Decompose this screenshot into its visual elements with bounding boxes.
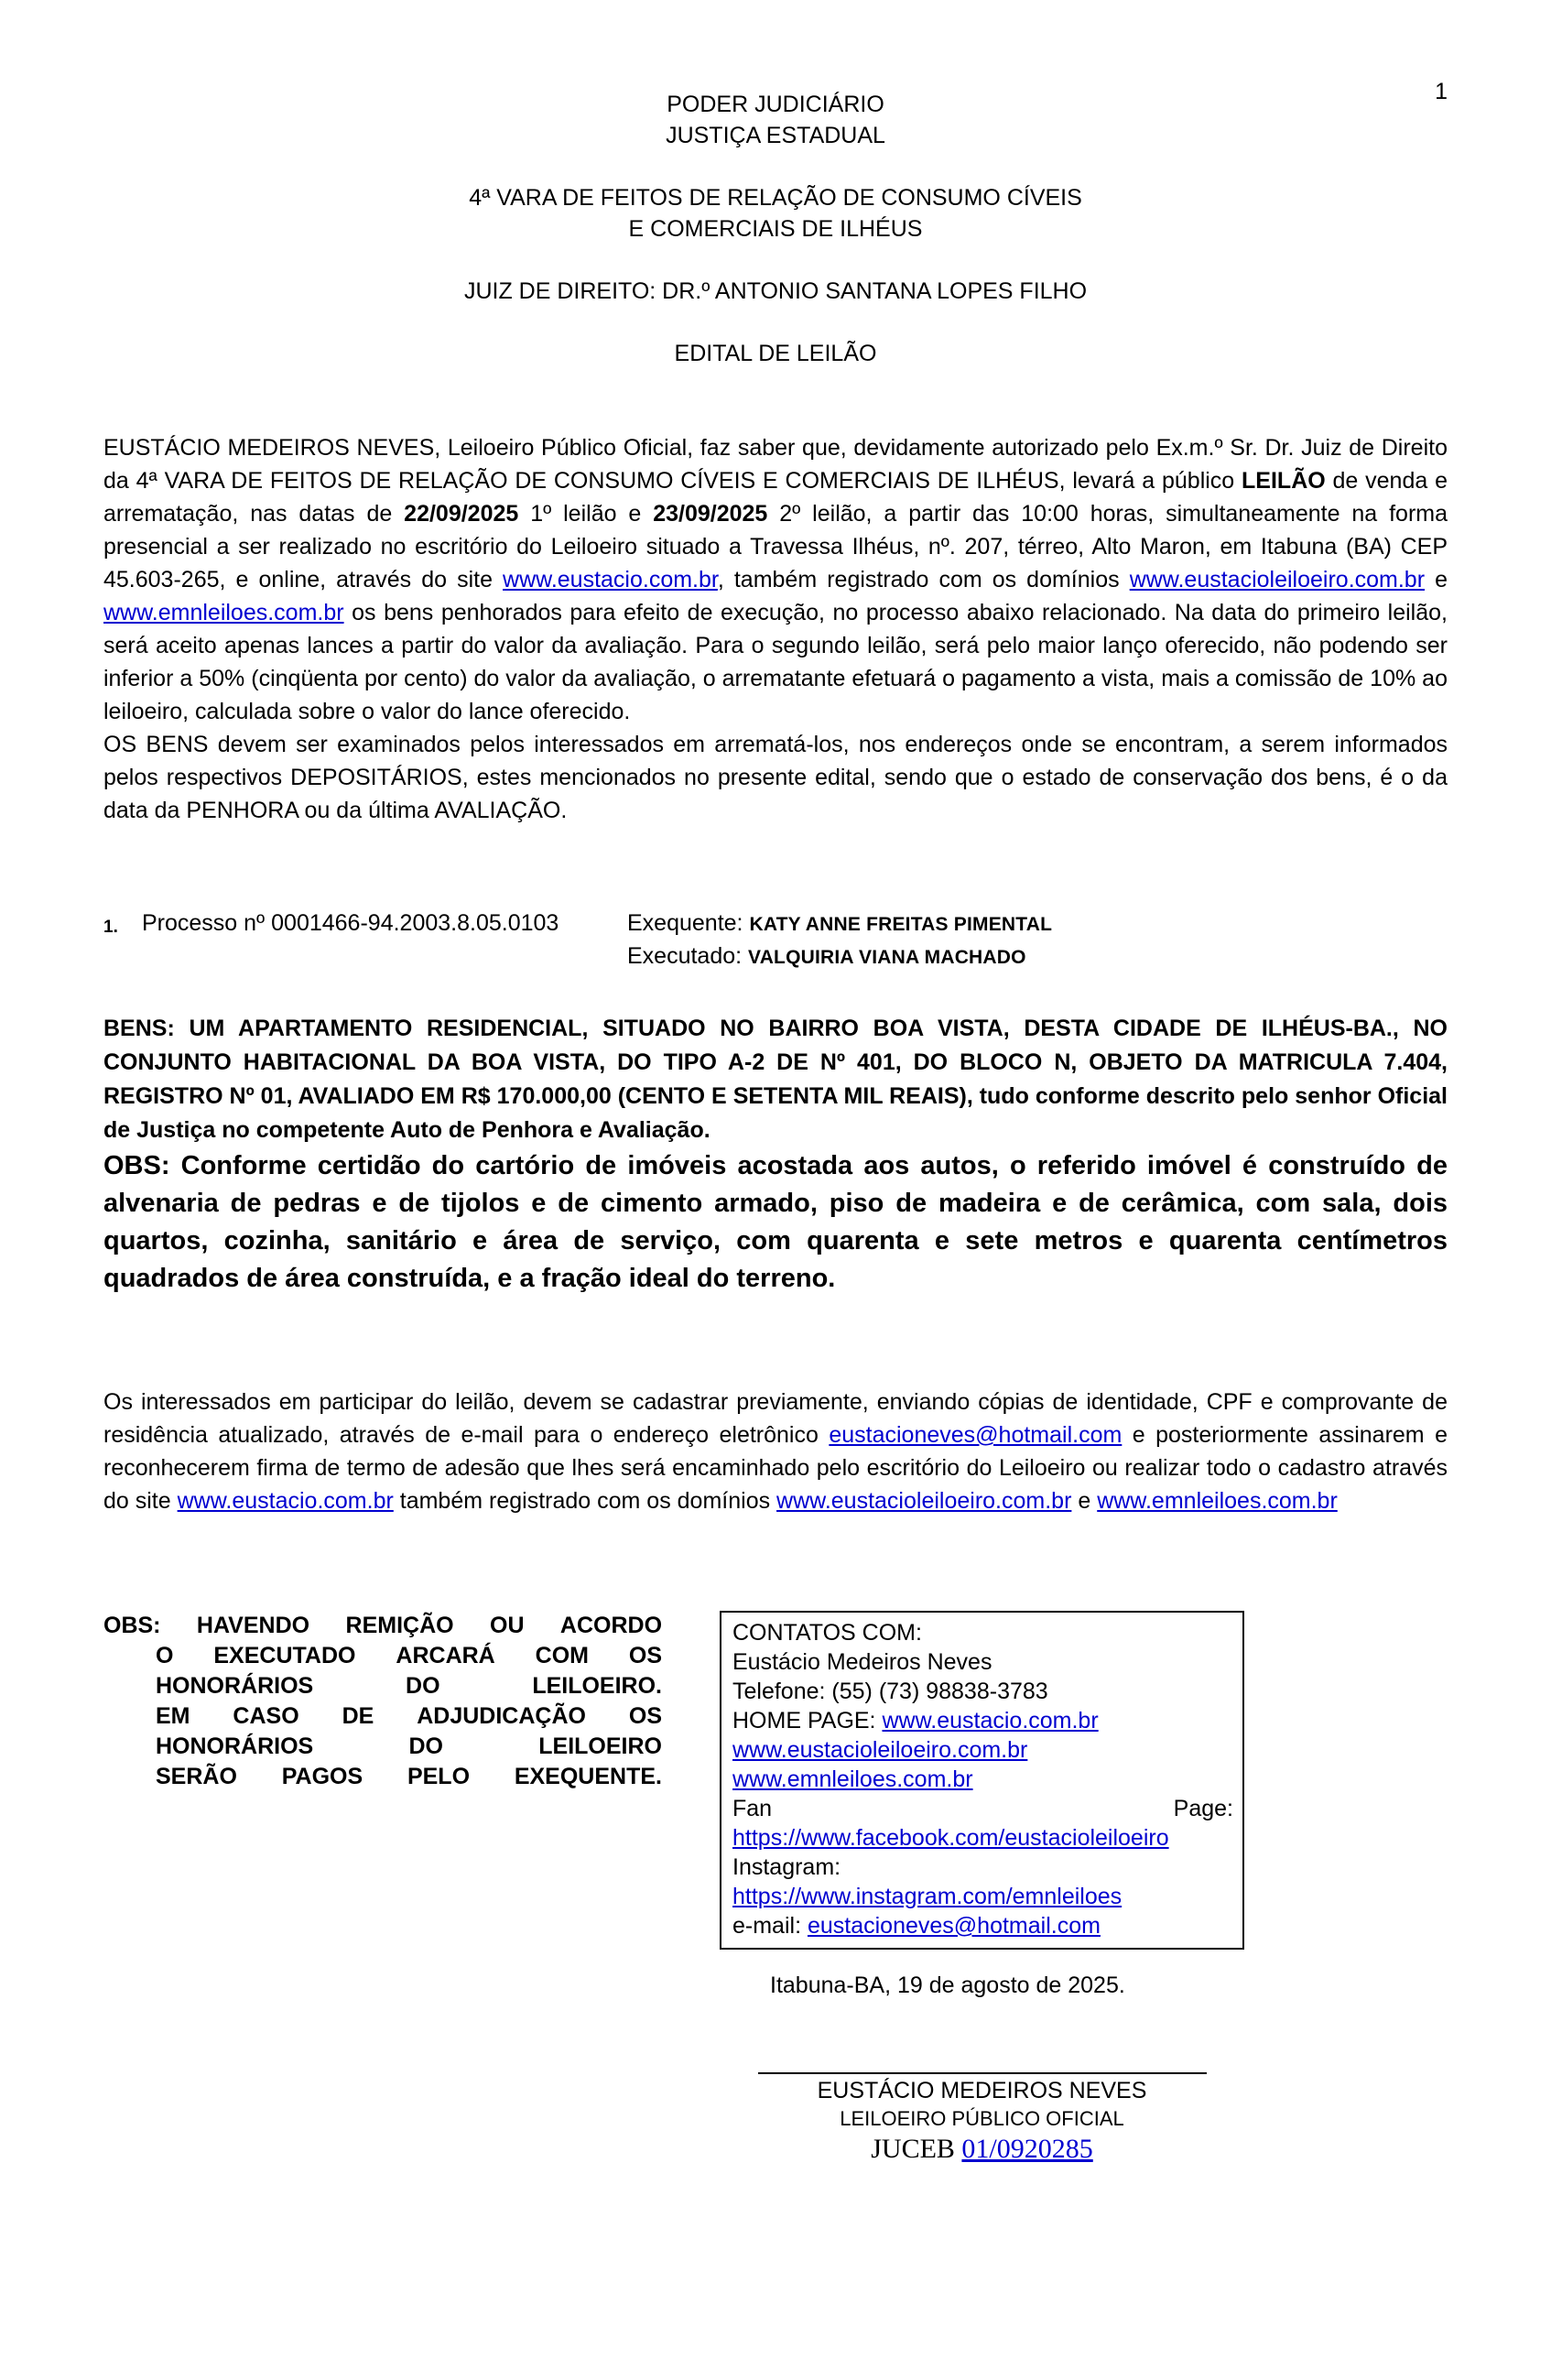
registration-text-1: Os interessados em participar do leilão, devem se cadastrar previamente, enviando cópias de identidade, CPF e comprovante de residência atualizado, através de e-mail para o endereço eletrônico (103, 1389, 1448, 1448)
obs-l4b: CASO (233, 1703, 299, 1729)
contacts-box (720, 1611, 1244, 1950)
leilao-word: LEILÃO (1242, 468, 1326, 494)
registration-text-2: e posteriormente assinarem e reconhecerem firma de termo de adesão que lhes será encaminhado pelo escritório do Leiloeiro ou realizar todo o cadastro através do site (103, 1422, 1448, 1514)
exequente-label: Exequente: (627, 910, 743, 936)
obs-l6b: PAGOS (281, 1764, 363, 1789)
executado-name: VALQUIRIA VIANA MACHADO (748, 947, 1026, 968)
link-contacts-eustacioleiloeiro[interactable]: www.eustacioleiloeiro.com.br (732, 1737, 1028, 1763)
obs-line-4 (103, 1701, 662, 1732)
intro-text-7: os bens penhorados para efeito de execução, no processo abaixo relacionado. Na data do primeiro leilão, será aceito apenas lances a partir do valor da avaliação. Para o segundo leilão, será pelo maior lanço oferecido, não podendo ser inferior a 50% (cinqüenta por cento) do valor da avaliação, o arrematante efetuará o pagamento a vista, mais a comissão de 10% ao leiloeiro, calculada sobre o valor do lance oferecido. (103, 600, 1448, 724)
contacts-homepage-row (732, 1706, 1233, 1735)
os-bens-paragraph: OS BENS devem ser examinados pelos interessados em arrematá-los, nos endereços onde se encontram, a serem informados pelos respectivos DEPOSITÁRIOS, estes mencionados no presente edital, sendo que o estado de conservação dos bens, é o da data da PENHORA ou da última AVALIAÇÃO. (103, 732, 1448, 823)
signature-date: Itabuna-BA, 19 de agosto de 2025. (770, 1972, 1125, 1998)
bens-obs: OBS: Conforme certidão do cartório de imóveis acostada aos autos, o referido imóvel é construído de alvenaria de pedras e de tijolos e de cimento armado, piso de madeira e de cerâmica, com sala, dois quartos, cozinha, sanitário e área de serviço, com quarenta e sete metros e quarenta centímetros quadrados de área construída, e a fração ideal do terreno. (103, 1151, 1448, 1293)
obs-l1c: REMIÇÃO (345, 1613, 454, 1638)
bens-description: BENS: UM APARTAMENTO RESIDENCIAL, SITUADO NO BAIRRO BOA VISTA, DESTA CIDADE DE ILHÉUS-BA., NO CONJUNTO HABITACIONAL DA BOA VISTA, DO TIPO A-2 DE Nº 401, DO BLOCO N, OBJETO DA MATRICULA 7.404, REGISTRO Nº 01, AVALIADO EM R$ 170.000,00 (CENTO E SETENTA MIL REAIS), tudo conforme descrito pelo senhor Oficial de Justiça no competente Auto de Penhora e Avaliação. (103, 1016, 1448, 1143)
obs-l5b: DO (408, 1733, 443, 1759)
juceb-label: JUCEB (871, 2134, 955, 2164)
link-emnleiloes-site[interactable]: www.emnleiloes.com.br (103, 600, 344, 625)
link-facebook[interactable]: https://www.facebook.com/eustacioleiloeiro (732, 1825, 1169, 1851)
obs-l1a: OBS: (103, 1613, 161, 1638)
link-eustacioleiloeiro-site-2[interactable]: www.eustacioleiloeiro.com.br (776, 1488, 1072, 1514)
intro-text-2: de venda e arrematação, nas datas de (103, 468, 1448, 527)
obs-l6c: PELO (407, 1764, 471, 1789)
obs-l1b: HAVENDO (196, 1613, 310, 1638)
link-contacts-email[interactable]: eustacioneves@hotmail.com (807, 1913, 1101, 1939)
executado-label: Executado: (627, 943, 743, 969)
signature-block (720, 2072, 1244, 2166)
page-title: EDITAL DE LEILÃO (674, 341, 877, 366)
intro-text-3: 1º leilão e (518, 501, 654, 527)
link-instagram[interactable]: https://www.instagram.com/emnleiloes (732, 1884, 1123, 1909)
obs-l1d: OU (490, 1613, 525, 1638)
contacts-instagram-row (732, 1882, 1233, 1911)
signature-name: EUSTÁCIO MEDEIROS NEVES (817, 2078, 1147, 2103)
signature-date-wrap (720, 1970, 1448, 2001)
obs-l2d: COM (535, 1643, 589, 1668)
link-contacts-homepage[interactable]: www.eustacio.com.br (882, 1708, 1099, 1733)
header-judge: JUIZ DE DIREITO: DR.º ANTONIO SANTANA LOPES FILHO (463, 278, 1088, 304)
obs-l4d: ADJUDICAÇÃO (417, 1703, 586, 1729)
obs-l4e: OS (628, 1703, 663, 1729)
intro-text-4: 2º leilão, a partir das 10:00 horas, simultaneamente na forma presencial a ser realizado no escritório do Leiloeiro situado a Travessa Ilhéus, nº. 207, térreo, Alto Maron, em Itabuna (BA) CEP 45.603-265, e online, através do site (103, 501, 1448, 592)
process-entry (103, 907, 1448, 973)
signature-rule (758, 2072, 1207, 2074)
contacts-instagram-label: Instagram: (732, 1854, 841, 1880)
obs-l5a: HONORÁRIOS (156, 1733, 314, 1759)
obs-line-5 (103, 1732, 662, 1762)
auction-date-2: 23/09/2025 (653, 501, 768, 527)
contacts-name: Eustácio Medeiros Neves (732, 1649, 992, 1675)
bottom-section (103, 1611, 1448, 1950)
juceb-number[interactable]: 01/0920285 (961, 2134, 1093, 2164)
registration-paragraph (103, 1386, 1448, 1517)
obs-l3b: DO (406, 1673, 440, 1699)
header-court-line-2: E COMERCIAIS DE ILHÉUS (628, 216, 923, 242)
obs-l1e: ACORDO (559, 1613, 663, 1638)
intro-text-5: , também registrado com os domínios (717, 567, 1130, 592)
contacts-title: CONTATOS COM: (732, 1620, 922, 1646)
obs-line-2 (103, 1641, 662, 1671)
link-emnleiloes-site-2[interactable]: www.emnleiloes.com.br (1097, 1488, 1338, 1514)
obs-l2a: O (156, 1643, 174, 1668)
header-justica-estadual: JUSTIÇA ESTADUAL (666, 123, 885, 148)
signature-role: LEILOEIRO PÚBLICO OFICIAL (840, 2107, 1124, 2130)
contacts-site3-row (732, 1765, 1233, 1794)
contacts-page-label: Page: (1173, 1796, 1233, 1821)
obs-l3c: LEILOEIRO. (532, 1673, 663, 1699)
executado-row (627, 940, 1448, 973)
registration-text-3: também registrado com os domínios (393, 1488, 777, 1514)
obs-l4c: DE (342, 1703, 374, 1729)
obs-l2b: EXECUTADO (213, 1643, 356, 1668)
process-number-label: Processo nº 0001466-94.2003.8.05.0103 (142, 910, 559, 936)
obs-l6a: SERÃO (156, 1764, 237, 1789)
process-item-number: 1. (103, 918, 118, 937)
obs-l3a: HONORÁRIOS (156, 1673, 314, 1699)
signature-juceb-row (720, 2133, 1244, 2166)
auction-date-1: 22/09/2025 (404, 501, 519, 527)
header-poder-judiciario: PODER JUDICIÁRIO (667, 92, 884, 117)
document-content (103, 0, 1448, 2166)
exequente-row (627, 907, 1448, 940)
link-eustacio-site[interactable]: www.eustacio.com.br (503, 567, 718, 592)
obs-line-1 (103, 1611, 662, 1641)
intro-text-6: e (1425, 567, 1448, 592)
obs-l4a: EM (156, 1703, 190, 1729)
registration-text-4: e (1071, 1488, 1098, 1514)
header-court-line-1: 4ª VARA DE FEITOS DE RELAÇÃO DE CONSUMO CÍVEIS (469, 185, 1082, 211)
contacts-facebook-row (732, 1823, 1233, 1853)
obs-l2e: OS (628, 1643, 663, 1668)
obs-l6d: EXEQUENTE. (514, 1764, 662, 1789)
link-eustacio-site-2[interactable]: www.eustacio.com.br (177, 1488, 394, 1514)
exequente-name: KATY ANNE FREITAS PIMENTAL (749, 914, 1053, 935)
link-eustacioleiloeiro-site[interactable]: www.eustacioleiloeiro.com.br (1129, 567, 1426, 592)
contacts-email-row (732, 1911, 1233, 1940)
contacts-homepage-label: HOME PAGE: (732, 1708, 876, 1733)
link-contacts-emnleiloes[interactable]: www.emnleiloes.com.br (732, 1766, 973, 1792)
contacts-fanpage-label-row (732, 1794, 1233, 1823)
intro-text-1: EUSTÁCIO MEDEIROS NEVES, Leiloeiro Público Oficial, faz saber que, devidamente autorizado pelo Ex.m.º Sr. Dr. Juiz de Direito da 4ª VARA DE FEITOS DE RELAÇÃO DE CONSUMO CÍVEIS E COMERCIAIS DE ILHÉUS, levará a público (103, 435, 1448, 494)
process-parties (627, 907, 1448, 973)
contacts-fan-label: Fan (732, 1796, 773, 1821)
obs-line-6 (103, 1762, 662, 1792)
contacts-email-label: e-mail: (732, 1913, 802, 1939)
contacts-phone: Telefone: (55) (73) 98838-3783 (732, 1679, 1048, 1704)
obs-honorarios-note (103, 1611, 662, 1792)
intro-paragraph (103, 431, 1448, 728)
obs-l2c: ARCARÁ (396, 1643, 495, 1668)
obs-line-3 (103, 1671, 662, 1701)
obs-l5c: LEILOEIRO (538, 1733, 662, 1759)
contacts-site2-row (732, 1735, 1233, 1765)
page-number: 1 (1435, 79, 1448, 104)
link-email-eustacioneves[interactable]: eustacioneves@hotmail.com (829, 1422, 1123, 1448)
